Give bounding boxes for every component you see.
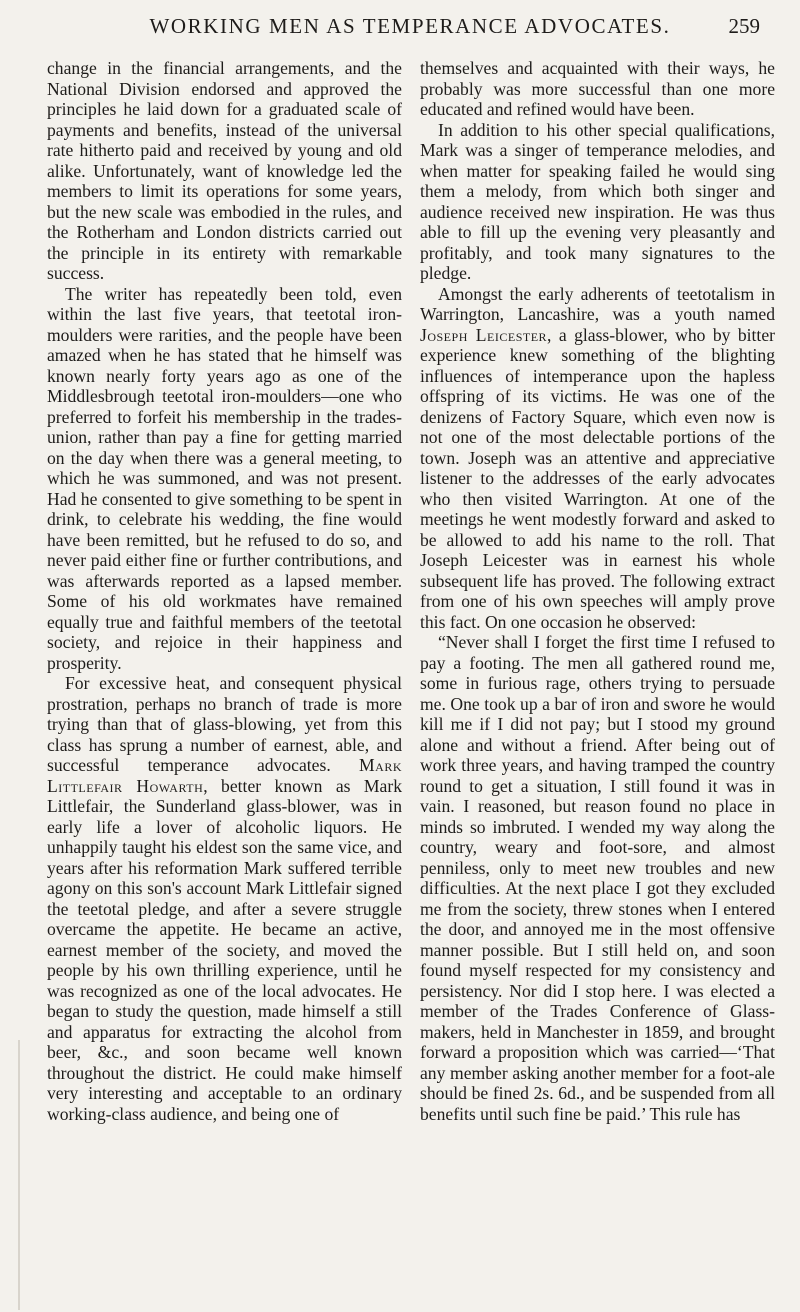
paragraph-text: , a glass-blower, who by bitter experience knew something of the blighting influences of intemperance upon the hapless offspring of its victims. He was one of the denizens of Factory Square, which even now is not one of the most delectable portions of the town. Joseph was an attentive and appreciative listener to the addresses of the early advocates who then visited Warrington. At one of the meetings he went modestly forward and asked to be allowed to add his name to the roll. That Joseph Leicester was in earnest his whole subsequent life has proved. The following extract from one of his own speeches will amply prove this fact. On one occasion he observed: [420, 324, 775, 632]
paragraph: themselves and acquainted with their ways, he probably was more successful than one more educated and refined would have been. [420, 58, 775, 119]
page-edge-mark [18, 1040, 20, 1310]
paragraph-text: Amongst the early adherents of teetotalism in Warrington, Lancashire, was a youth named [420, 283, 775, 324]
paragraph: In addition to his other special qualifications, Mark was a singer of temperance melodies, and when matter for speaking failed he would sing them a melody, from which both singer and audience received new inspiration. He was thus able to fill up the evening very pleasantly and profitably, and took many signatures to the pledge. [420, 119, 775, 283]
quotation: “Never shall I forget the first time I refused to pay a footing. The men all gathered round me, some in furious rage, others trying to persuade me. One took up a bar of iron and swore he would kill me if I did not pay; but I stood my ground alone and without a friend. After being out of work three years, and having tramped the country round to get a situation, I still found it was in vain. I reasoned, but reason found no place in minds so imbruted. I wended my way along the country, weary and foot-sore, and almost penniless, only to meet new troubles and new difficulties. At the next place I got they excluded me from the society, threw stones when I entered the door, and annoyed me in the most offensive manner possible. But I still held on, and soon found myself respected for my consistency and persistency. Nor did I stop here. I was elected a member of the Trades Conference of Glass-makers, held in Manchester in 1859, and brought forward a proposition which was carried—‘That any member asking another member for a foot-ale should be fined 2s. 6d., and be suspended from all benefits until such fine be paid.’ This rule has [420, 632, 775, 1124]
paragraph [420, 284, 775, 633]
running-head [80, 14, 760, 42]
paragraph [47, 673, 402, 1124]
paragraph: The writer has repeatedly been told, even within the last five years, that teetotal iron-moulders were rarities, and the people have been amazed when he has stated that he himself was known nearly forty years ago as one of the Middlesbrough teetotal iron-moulders—one who preferred to forfeit his membership in the trades-union, rather than pay a fine for getting married on the day when there was a general meeting, to which he was summoned, and was not present. Had he consented to give something to be spent in drink, to celebrate his wedding, the fine would have been remitted, but he refused to do so, and never paid either fine or further contributions, and was afterwards reported as a lapsed member. Some of his old workmates have remained equally true and faithful members of the teetotal society, and rejoice in their happiness and prosperity. [47, 283, 402, 673]
paragraph-text: , better known as Mark Littlefair, the Sunderland glass-blower, was in early life a lover of alcoholic liquors. He unhappily taught his eldest son the same vice, and years after his reformation Mark suffered terrible agony on this son's account Mark Littlefair signed the teetotal pledge, and after a severe struggle overcame the appetite. He became an active, earnest member of the society, and moved the people by his own thrilling experience, until he was recognized as one of the local advocates. He began to study the question, made himself a still and apparatus for extracting the alcohol from beer, &c., and soon became well known throughout the district. He could make himself very interesting and acceptable to an ordinary working-class audience, and being one of [47, 775, 402, 1124]
left-column [47, 58, 402, 1124]
paragraph-text: For excessive heat, and consequent physical prostration, perhaps no branch of trade is more trying than that of glass-blowing, yet from this class has sprung a number of earnest, able, and successful temperance advocates. [47, 673, 402, 775]
paragraph: change in the financial arrangements, and the National Division endorsed and approved the principles he laid down for a graduated scale of payments and benefits, instead of the universal rate hitherto paid and received by young and old alike. Unfortunately, want of knowledge led the members to limit its operations for some years, but the new scale was embodied in the rules, and the Rotherham and London districts carried out the principle in its entirety with remarkable success. [47, 58, 402, 283]
right-column [420, 58, 775, 1124]
running-title: WORKING MEN AS TEMPERANCE ADVOCATES. [149, 14, 671, 38]
person-name: Joseph Leicester [420, 324, 548, 345]
person-name: Mark Littlefair Howarth [47, 755, 402, 796]
page-number: 259 [728, 14, 760, 38]
